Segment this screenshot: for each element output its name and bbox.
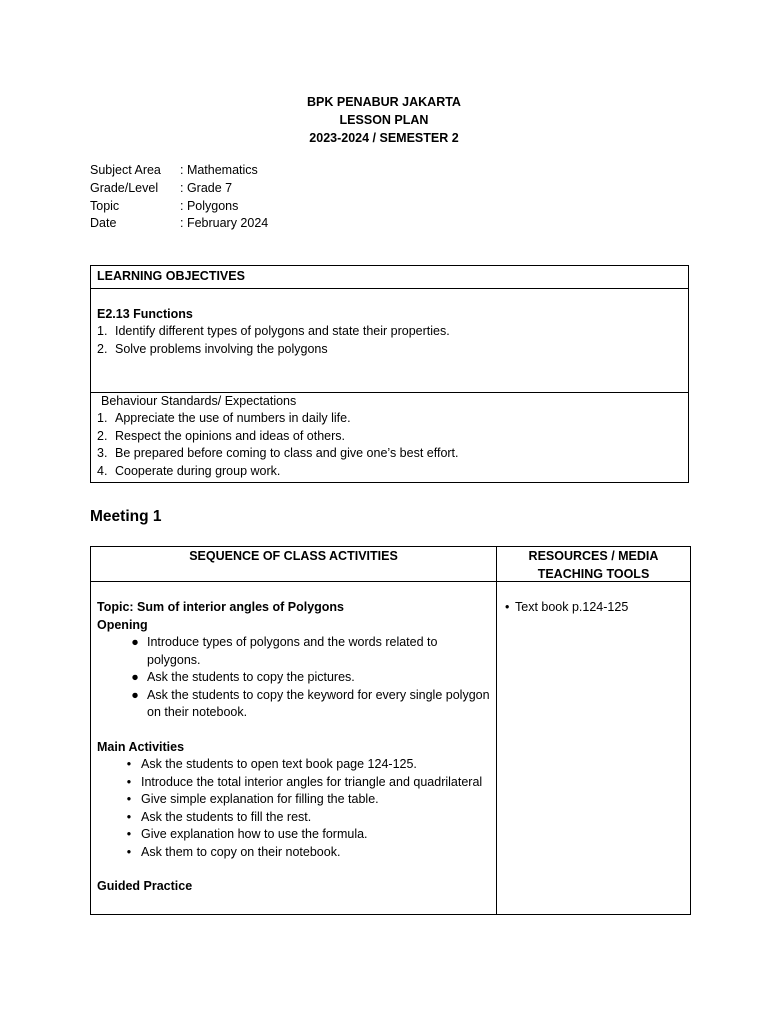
learning-objectives-table (90, 265, 689, 483)
document-header (0, 93, 768, 147)
meta-value: : Grade 7 (180, 180, 233, 195)
meta-value: : Mathematics (180, 163, 258, 177)
list-item: • Give explanation how to use the formula. (97, 826, 490, 844)
list-item: • Ask the students to open text book page 124-125. (97, 756, 490, 774)
objective-item: 2. Solve problems involving the polygons (97, 341, 328, 356)
bullet-icon: ● (131, 670, 139, 684)
bullet-icon: • (126, 809, 132, 824)
list-item: ● Ask the students to copy the pictures. (97, 669, 490, 687)
bullet-icon: • (126, 792, 132, 806)
behaviour-item: 3. Be prepared before coming to class and give one’s best effort. (97, 446, 459, 460)
meta-label: Grade/Level (90, 180, 159, 195)
meta-label: Subject Area (90, 163, 161, 177)
class-activities-table (90, 546, 691, 915)
behaviour-item: 1. Appreciate the use of numbers in daily life. (97, 411, 351, 425)
document-type: LESSON PLAN (339, 113, 429, 127)
behaviour-heading: Behaviour Standards/ Expectations (101, 393, 297, 408)
meeting-title: Meeting 1 (90, 508, 162, 525)
objective-code: E2.13 Functions (97, 306, 193, 321)
meta-value: : February 2024 (180, 216, 269, 231)
meta-row-grade (90, 180, 268, 198)
main-activities-title: Main Activities (97, 739, 185, 754)
school-name: BPK PENABUR JAKARTA (307, 95, 461, 109)
lesson-meta (90, 162, 268, 233)
list-item: ● Introduce types of polygons and the words related to polygons. (97, 634, 490, 669)
opening-title: Opening (97, 617, 148, 632)
resources-column-header: RESOURCES / MEDIA TEACHING TOOLS (497, 547, 690, 582)
bullet-icon: • (126, 827, 132, 841)
behaviour-item: 4. Cooperate during group work. (97, 463, 281, 478)
behaviour-item: 2. Respect the opinions and ideas of others. (97, 428, 346, 443)
bullet-icon: • (505, 600, 510, 614)
activities-column-header: SEQUENCE OF CLASS ACTIVITIES (91, 547, 496, 582)
meta-row-topic (90, 198, 268, 216)
list-item: • Ask the students to fill the rest. (97, 809, 490, 827)
list-item: ● Ask the students to copy the keyword for every single polygon on their notebook. (97, 687, 490, 722)
objectives-heading: LEARNING OBJECTIVES (91, 266, 688, 289)
bullet-icon: • (126, 757, 132, 771)
resources-body (497, 582, 690, 617)
list-item: • Give simple explanation for filling the table. (97, 791, 490, 809)
bullet-icon: ● (131, 635, 139, 649)
lesson-topic: Topic: Sum of interior angles of Polygons (97, 600, 345, 614)
behaviour-section (91, 393, 688, 483)
bullet-icon: • (126, 844, 132, 859)
activities-column (91, 547, 497, 914)
list-item: • Introduce the total interior angles for triangle and quadrilateral (97, 774, 490, 792)
resource-item: • Text book p.124-125 (505, 599, 684, 617)
objective-item: 1. Identify different types of polygons and state their properties. (97, 324, 450, 338)
activities-body (91, 582, 496, 896)
meta-value: : Polygons (180, 198, 239, 213)
main-activities-list (97, 756, 490, 861)
objectives-functions-section (91, 289, 688, 393)
academic-period: 2023-2024 / SEMESTER 2 (309, 131, 459, 145)
meta-row-date (90, 215, 268, 233)
resources-column (497, 547, 690, 914)
opening-list (97, 634, 490, 722)
meta-row-subject (90, 162, 268, 180)
meta-label: Date (90, 216, 117, 231)
bullet-icon: ● (131, 687, 139, 702)
meta-label: Topic (90, 198, 120, 213)
guided-practice-title: Guided Practice (97, 879, 193, 893)
bullet-icon: • (126, 774, 132, 789)
list-item: • Ask them to copy on their notebook. (97, 844, 490, 862)
